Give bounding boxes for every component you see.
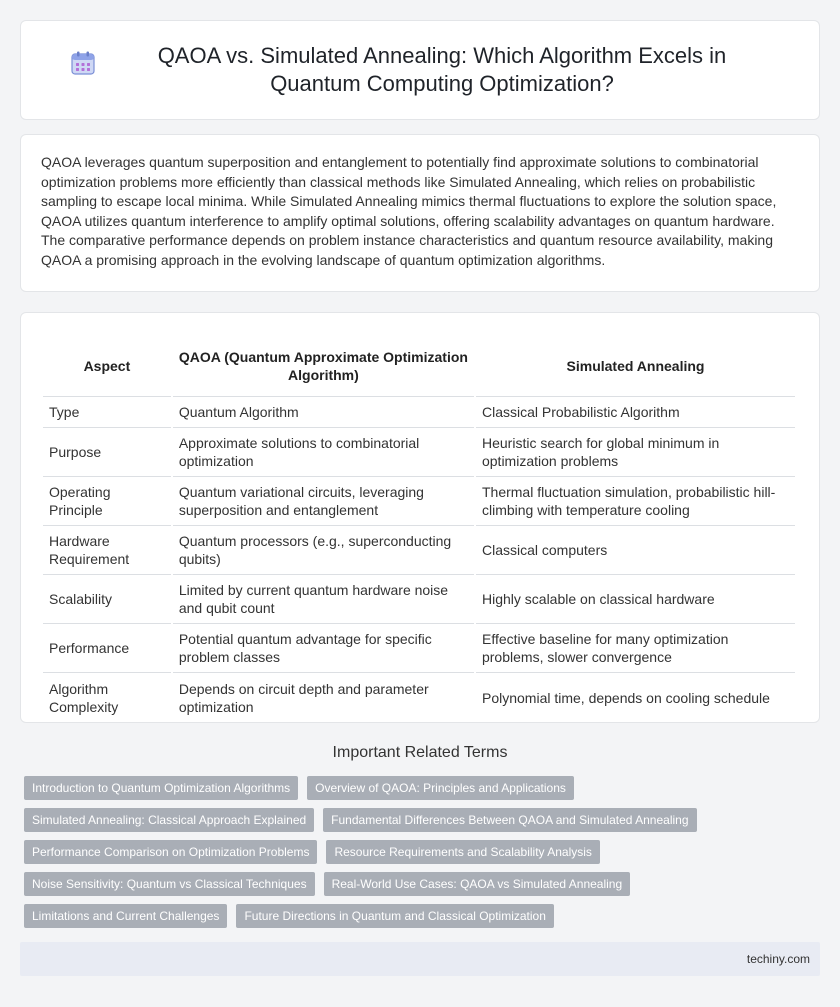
cell-aspect: Operating Principle [43,477,171,526]
cell-sa: Highly scalable on classical hardware [476,575,795,624]
tag-row [24,904,814,928]
cell-qaoa: Depends on circuit depth and parameter optimization [178,680,429,715]
table-row [43,526,795,575]
footer-brand[interactable]: techiny.com [746,952,810,966]
tag-row [24,872,814,896]
cell-sa: Classical Probabilistic Algorithm [476,397,795,428]
cell-sa: Effective baseline for many optimization problems, slower convergence [476,624,795,673]
table-row [43,673,795,722]
table-row [43,624,795,673]
related-term-tag[interactable]: Noise Sensitivity: Quantum vs Classical Techniques [24,872,315,896]
page-title: QAOA vs. Simulated Annealing: Which Algorithm Excels in Quantum Computing Optimization? [157,43,727,96]
cell-aspect: Algorithm Complexity [49,680,119,715]
header-simulated-annealing: Simulated Annealing [476,335,795,397]
tag-row [24,808,814,832]
cell-sa: Thermal fluctuation simulation, probabilistic hill-climbing with temperature cooling [476,477,795,526]
header-qaoa: QAOA (Quantum Approximate Optimization Algorithm) [173,335,474,397]
cell-qaoa: Potential quantum advantage for specific problem classes [173,624,474,673]
table-row [43,397,795,428]
cell-qaoa: Quantum Algorithm [173,397,474,428]
related-terms-heading: Important Related Terms [332,744,508,761]
cell-qaoa: Quantum processors (e.g., superconducting qubits) [173,526,474,575]
related-term-tag[interactable]: Real-World Use Cases: QAOA vs Simulated Annealing [324,872,631,896]
table-row [43,428,795,477]
table-header-row [43,335,795,397]
intro-card [20,134,820,292]
cell-qaoa: Quantum variational circuits, leveraging superposition and entanglement [173,477,474,526]
intro-paragraph: QAOA leverages quantum superposition and entanglement to potentially find approximate solutions to combinatorial optimization problems more efficiently than classical methods like Simulated Annealing, which relies on probabilistic sampling to escape local minima. While Simulated Annealing mimics thermal fluctuations to explore the solution space, QAOA utilizes quantum interference to amplify optimal solutions, offering scalability advantages on quantum hardware. The comparative performance depends on problem instance characteristics and quantum resource availability, making QAOA a promising approach in the evolving landscape of quantum optimization algorithms. [41,154,777,268]
related-term-tag[interactable]: Fundamental Differences Between QAOA and Simulated Annealing [323,808,696,832]
title-wrap [70,42,770,98]
related-term-tag[interactable]: Simulated Annealing: Classical Approach Explained [24,808,314,832]
comparison-card [20,312,820,723]
related-term-tag[interactable]: Future Directions in Quantum and Classical Optimization [236,904,553,928]
related-term-tag[interactable]: Overview of QAOA: Principles and Applications [307,776,574,800]
cell-qaoa: Limited by current quantum hardware noise and qubit count [173,575,474,624]
related-terms-list [24,776,814,936]
tag-row [24,840,814,864]
related-term-tag[interactable]: Resource Requirements and Scalability Analysis [326,840,599,864]
cell-qaoa: Approximate solutions to combinatorial optimization [173,428,474,477]
calendar-icon [70,50,96,76]
header-aspect: Aspect [43,335,171,397]
cell-aspect: Scalability [43,575,171,624]
table-row [43,575,795,624]
title-card [20,20,820,120]
cell-aspect: Type [43,397,171,428]
cell-sa: Classical computers [476,526,795,575]
tag-row [24,776,814,800]
cell-aspect: Performance [43,624,171,673]
table-row [43,477,795,526]
comparison-table [41,335,797,722]
cell-aspect: Hardware Requirement [43,526,171,575]
cell-sa: Heuristic search for global minimum in optimization problems [476,428,795,477]
cell-aspect: Purpose [43,428,171,477]
related-term-tag[interactable]: Introduction to Quantum Optimization Algorithms [24,776,298,800]
footer [20,942,820,976]
related-term-tag[interactable]: Limitations and Current Challenges [24,904,227,928]
cell-sa: Polynomial time, depends on cooling schedule [481,689,770,706]
related-term-tag[interactable]: Performance Comparison on Optimization Problems [24,840,317,864]
